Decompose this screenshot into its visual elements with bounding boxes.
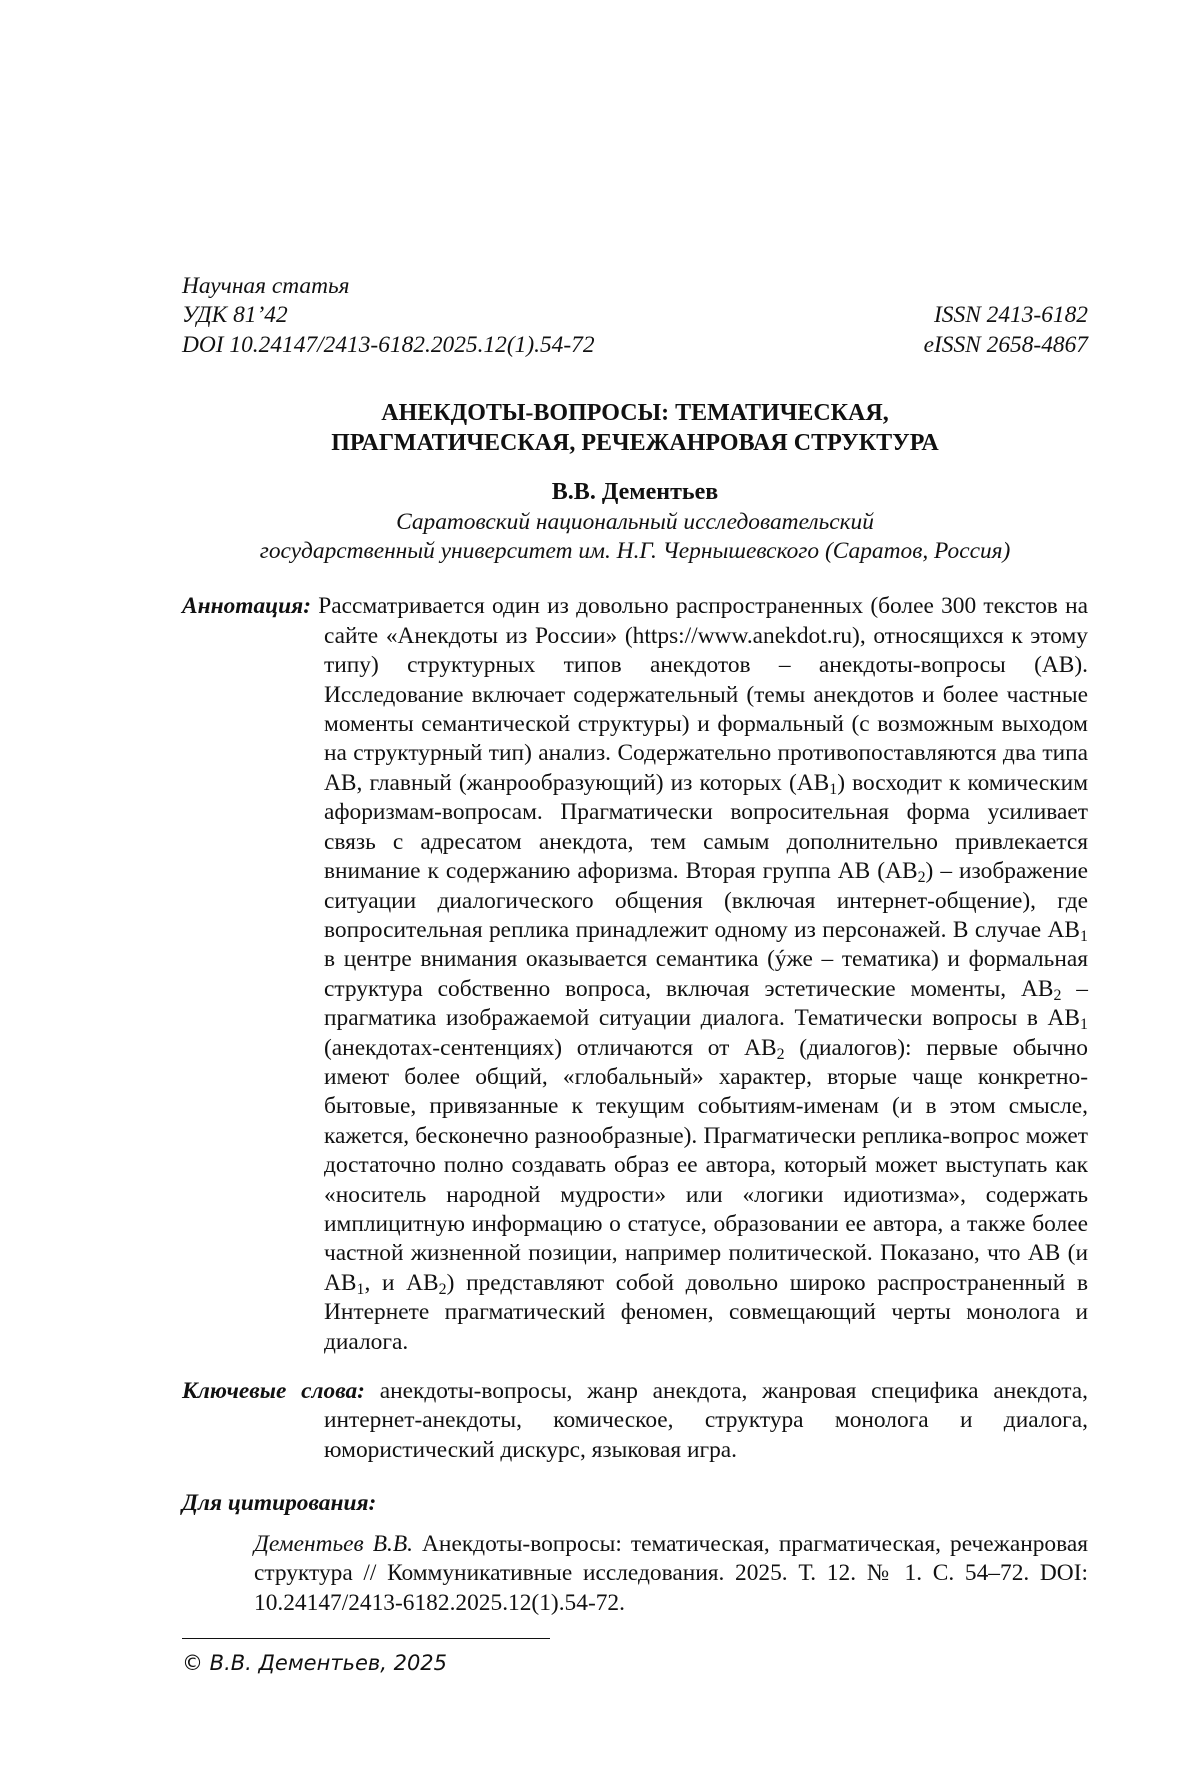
abstract-label: Аннотация: [182,593,312,620]
abstract [182,592,1088,1357]
affiliation-line-2: государственный университет им. Н.Г. Чернышевского (Саратов, Россия) [259,538,1011,565]
author-affiliation [182,508,1088,567]
title-line-1: АНЕКДОТЫ-ВОПРОСЫ: ТЕМАТИЧЕСКАЯ, [381,400,889,427]
citation-label: Для цитирования: [182,1489,377,1516]
title-line-2: ПРАГМАТИЧЕСКАЯ, РЕЧЕЖАНРОВАЯ СТРУКТУРА [331,430,939,457]
keywords-text: анекдоты-вопросы, жанр анекдота, жанровая специфика анекдота, интернет-анекдоты, комическое, структура монолога и диалога, юмористический дискурс, языковая игра. [324,1378,1088,1463]
article-title [182,398,1088,458]
eissn: eISSN 2658-4867 [923,331,1088,358]
footnote-divider [182,1638,550,1639]
article-first-page [182,272,1088,1679]
keywords-label: Ключевые слова: [182,1378,365,1404]
citation-author: Дементьев В.В. [254,1531,413,1558]
doi: DOI 10.24147/2413-6182.2025.12(1).54-72 [182,331,595,358]
author-name: В.В. Дементьев [551,479,719,506]
abstract-text: Аннотация: Рассматривается один из довольно распространенных (более 300 текстов на сайте «Анекдоты из России» (https://www.anekdot.ru), относящихся к этому типу) структурных типов анекдотов – анекдоты-вопросы (АВ). Исследование включает содержательный (темы анекдотов и более частные моменты семантической структуры) и формальный (с возможным выходом на структурный тип) анализ. Содержательно противопоставляются два типа АВ, главный (жанрообразующий) из которых $(АВ_1)$ восходит к комическим афоризмам-вопросам. Прагматически вопросительная форма усиливает связь с адресатом анекдота, тем самым дополнительно привлекается внимание к содержанию афоризма. Вторая группа АВ $(АВ_2)$ – изображение ситуации диалогического общения (включая интернет-общение), где вопросительная реплика принадлежит одному из персонажей. В случае $АВ_1$ в центре внимания оказывается семантика (ýже – тематика) и формальная структура собственно вопроса, включая эстетические моменты, $АВ_2$ – прагматика изображаемой ситуации диалога. Тематически вопросы в $АВ_1$ (анекдотах-сентенциях) отличаются от $АВ_2$ (диалогов): первые обычно имеют более общий, «глобальный» характер, вторые чаще конкретно-бытовые, привязанные к текущим событиям-именам (и в этом смысле, кажется, бесконечно разнообразные). Прагматически реплика-вопрос может достаточно полно создавать образ ее автора, который может выступать как «носитель народной мудрости» или «логики идиотизма», содержать имплицитную информацию о статусе, образовании ее автора, а также более частной жизненной позиции, например политической. Показано, что АВ (и $АВ_1$, и $АВ_2$) представляют собой довольно широко распространенный в Интернете прагматический феномен, совмещающий черты монолога и диалога. [182,593,1089,1355]
copyright: © В.В. Дементьев, 2025 [182,1651,448,1676]
issn: ISSN 2413-6182 [934,302,1088,329]
article-header [182,272,1088,360]
article-type: Научная статья [182,273,350,299]
citation-text: Дементьев В.В. Анекдоты-вопросы: тематическая, прагматическая, речежанровая структура // Коммуникативные исследования. 2025. Т. 12. № 1. С. 54–72. DOI: 10.24147/2413-6182.2025.12(1).54-72. [254,1531,1088,1616]
affiliation-line-1: Саратовский национальный исследовательский [396,508,874,535]
keywords [182,1377,1088,1465]
udc-code: УДК 81’42 [182,302,288,329]
